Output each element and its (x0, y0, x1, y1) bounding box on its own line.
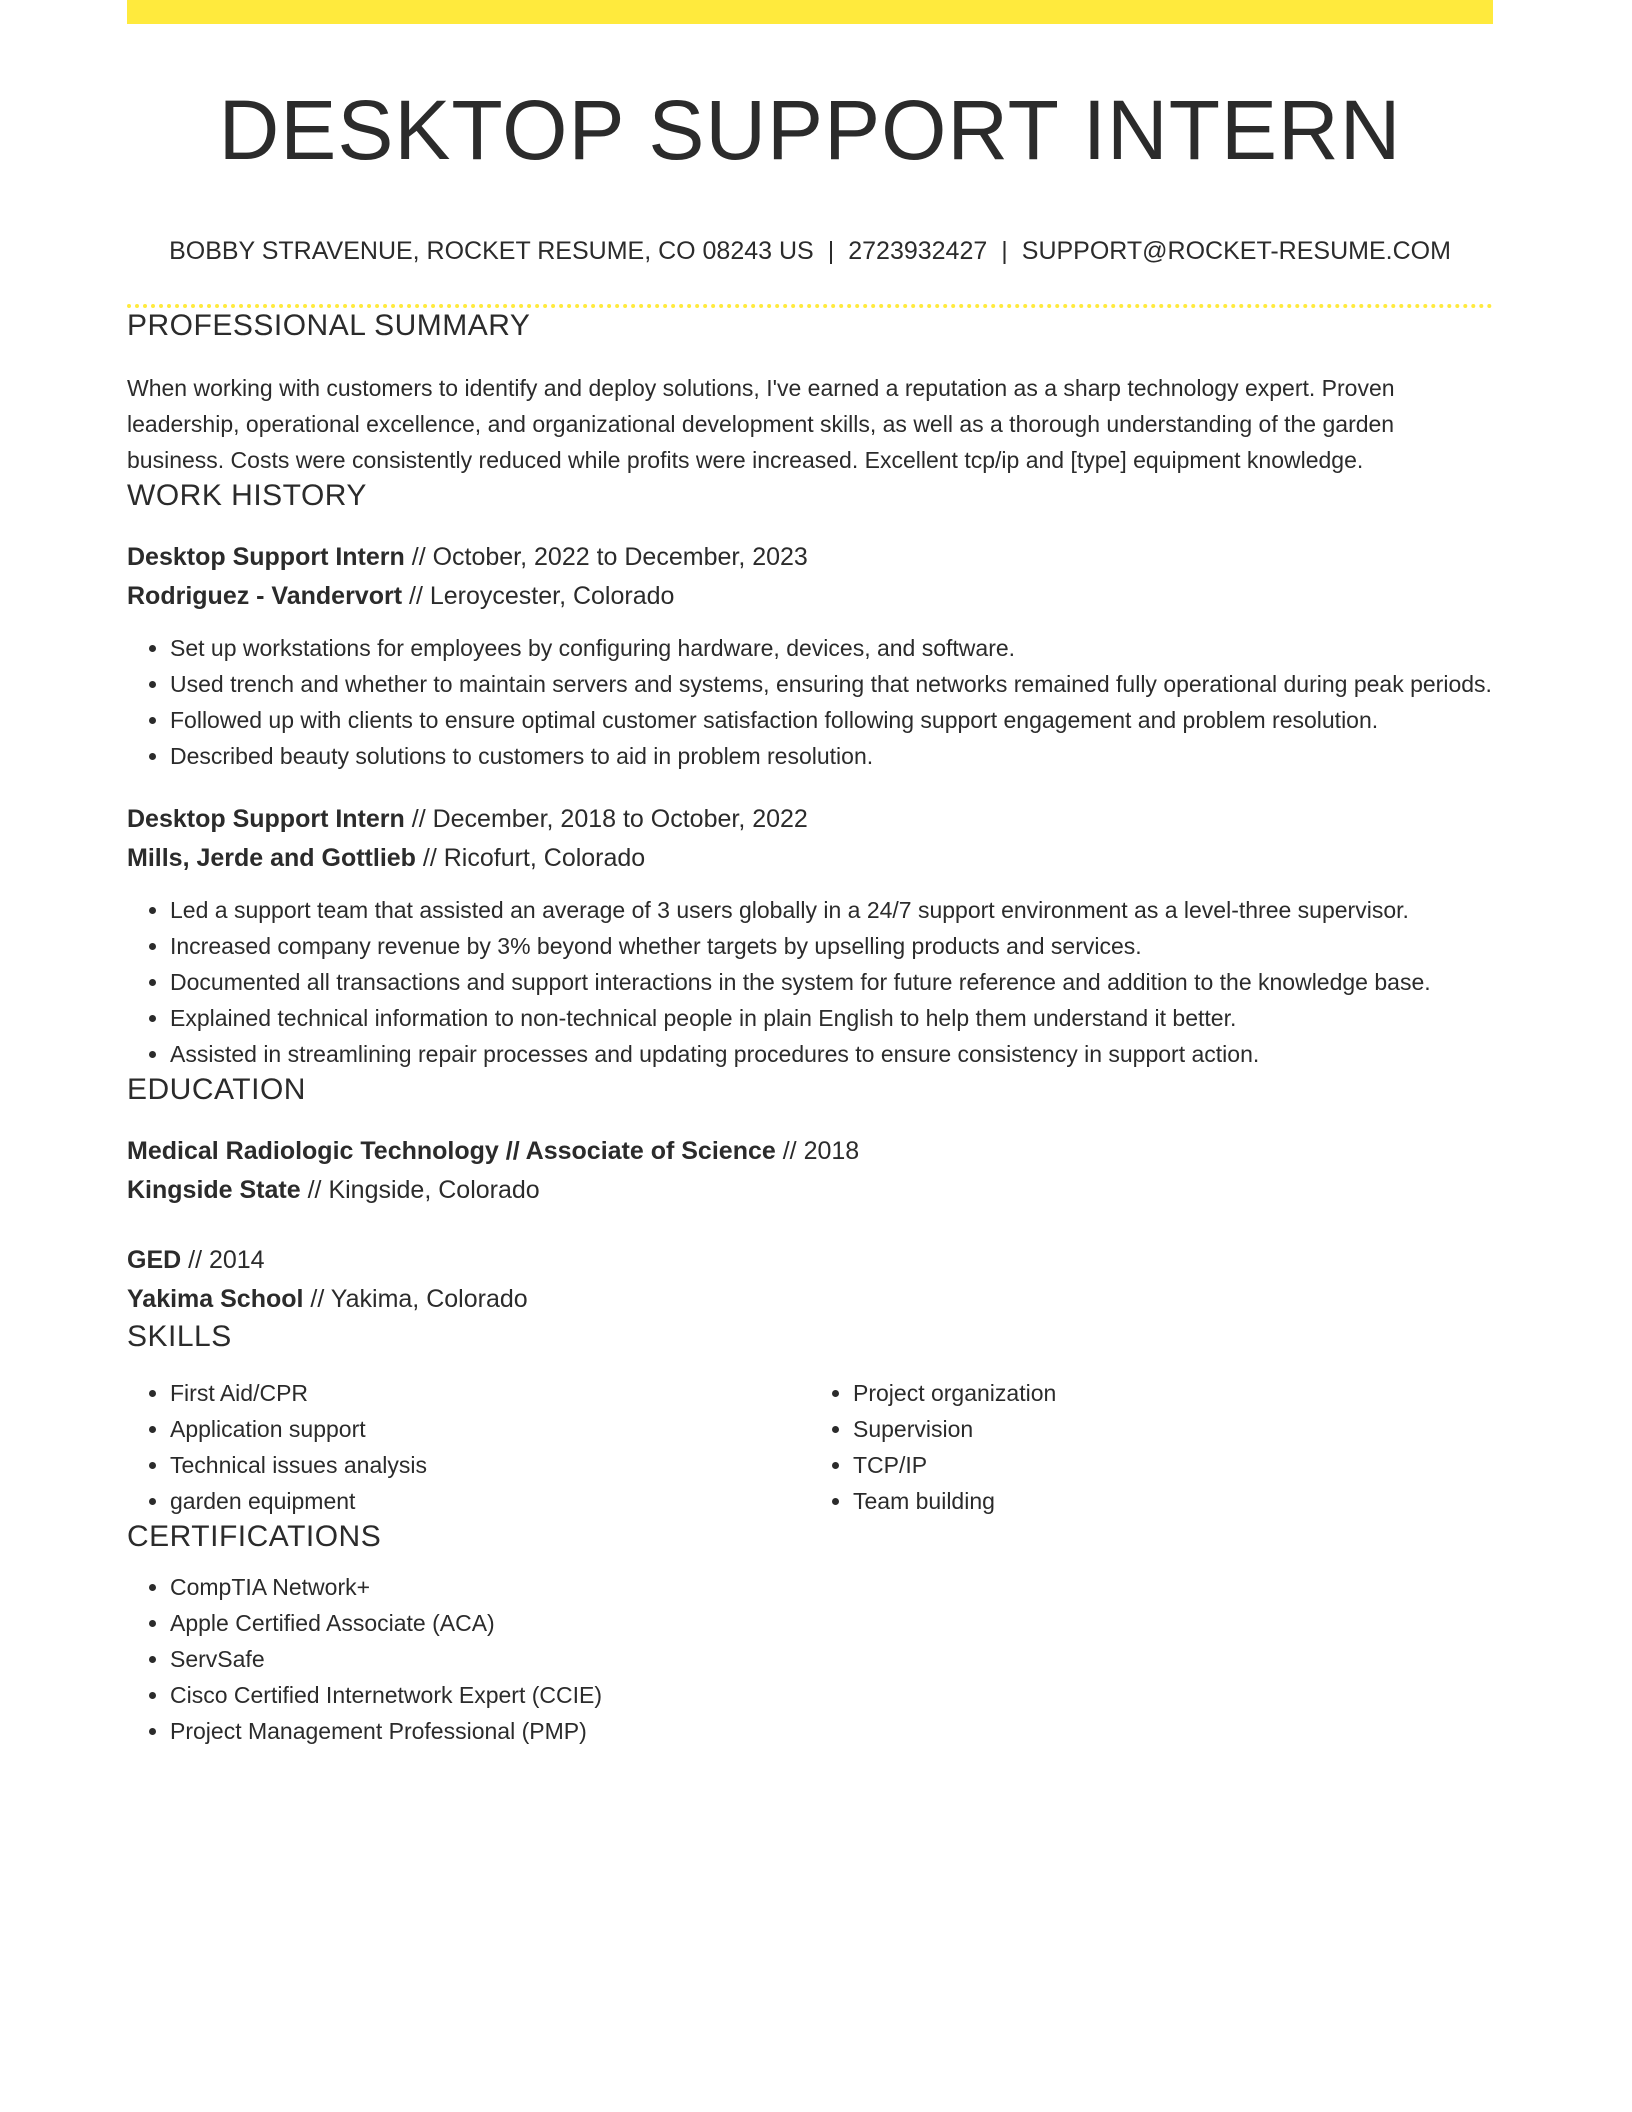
list-item: • Project organization (853, 1375, 1493, 1411)
accent-top-bar (127, 0, 1493, 24)
list-item: • Set up workstations for employees by configuring hardware, devices, and software. (170, 630, 1493, 666)
contact-email: SUPPORT@ROCKET-RESUME.COM (1021, 237, 1451, 266)
education-degree-line (127, 1241, 1493, 1280)
section-title-work-history: WORK HISTORY (127, 479, 367, 513)
education-school: Yakima School (127, 1285, 304, 1314)
list-item: • Team building (853, 1483, 1493, 1519)
list-item: • Led a support team that assisted an average of 3 users globally in a 24/7 support environment as a level-three supervisor. (170, 892, 1493, 928)
job-entry (127, 800, 1493, 1072)
education-school-line (127, 1171, 1493, 1210)
contact-address: BOBBY STRAVENUE, ROCKET RESUME, CO 08243 US (169, 237, 814, 266)
section-title-skills: SKILLS (127, 1320, 232, 1354)
job-company: Rodriguez - Vandervort (127, 582, 403, 611)
job-bullets (127, 630, 1493, 774)
candidate-title: DESKTOP SUPPORT INTERN (218, 83, 1402, 177)
education-location: // Kingside, Colorado (300, 1176, 540, 1205)
list-item: • Explained technical information to non-technical people in plain English to help them understand it better. (170, 1000, 1493, 1036)
job-role: Desktop Support Intern (127, 543, 405, 572)
education-location: // Yakima, Colorado (303, 1285, 528, 1314)
section-title-certifications: CERTIFICATIONS (127, 1520, 382, 1554)
job-location: // Leroycester, Colorado (402, 582, 675, 611)
list-item: • CompTIA Network+ (170, 1569, 1493, 1605)
section-title-summary: PROFESSIONAL SUMMARY (127, 309, 531, 343)
contact-line (127, 236, 1493, 266)
skills-column-left (127, 1375, 810, 1519)
contact-separator: | (1001, 237, 1008, 266)
contact-separator: | (827, 237, 835, 266)
list-item: • Cisco Certified Internetwork Expert (CCIE) (170, 1677, 1493, 1713)
list-item: • Apple Certified Associate (ACA) (170, 1605, 1493, 1641)
list-item: • Supervision (853, 1411, 1493, 1447)
list-item: • TCP/IP (853, 1447, 1493, 1483)
job-location: // Ricofurt, Colorado (415, 844, 646, 873)
job-role: Desktop Support Intern (127, 805, 405, 834)
job-company: Mills, Jerde and Gottlieb (127, 844, 416, 873)
education-degree: GED (127, 1246, 182, 1275)
job-entry (127, 538, 1493, 774)
job-dates: // October, 2022 to December, 2023 (404, 543, 808, 572)
list-item: • ServSafe (170, 1641, 1493, 1677)
education-entry (127, 1132, 1493, 1210)
job-company-line (127, 839, 1493, 878)
education-year: // 2014 (181, 1246, 265, 1275)
job-role-line (127, 800, 1493, 839)
education-school-line (127, 1280, 1493, 1319)
skills-column-right (810, 1375, 1493, 1519)
job-role-line (127, 538, 1493, 577)
education-year: // 2018 (775, 1137, 860, 1166)
education-school: Kingside State (127, 1176, 301, 1205)
list-item: • Increased company revenue by 3% beyond whether targets by upselling products and services. (170, 928, 1493, 964)
resume-page (127, 0, 1493, 1749)
summary-text: When working with customers to identify and deploy solutions, I've earned a reputation as a sharp technology expert. Proven leadership, operational excellence, and organizational development skills, as well as a thorough understanding of the garden business. Costs were consistently reduced while profits were increased. Excellent tcp/ip and [type] equipment knowledge. (127, 375, 1395, 474)
job-bullets (127, 892, 1493, 1072)
certifications-list (127, 1569, 1493, 1749)
contact-phone: 2723932427 (848, 237, 988, 266)
job-company-line (127, 577, 1493, 616)
education-degree-line (127, 1132, 1493, 1171)
section-title-education: EDUCATION (127, 1073, 306, 1107)
list-item: • Described beauty solutions to customers to aid in problem resolution. (170, 738, 1493, 774)
list-item: • Documented all transactions and support interactions in the system for future reference and addition to the knowledge base. (170, 964, 1493, 1000)
education-entry (127, 1241, 1493, 1319)
list-item: • Assisted in streamlining repair processes and updating procedures to ensure consistency in support action. (170, 1036, 1493, 1072)
list-item: • First Aid/CPR (170, 1375, 810, 1411)
education-degree: Medical Radiologic Technology // Associate of Science (127, 1137, 776, 1166)
list-item: • Used trench and whether to maintain servers and systems, ensuring that networks remained fully operational during peak periods. (170, 666, 1493, 702)
list-item: • Application support (170, 1411, 810, 1447)
list-item: • garden equipment (170, 1483, 810, 1519)
list-item: • Project Management Professional (PMP) (170, 1713, 1493, 1749)
list-item: • Followed up with clients to ensure optimal customer satisfaction following support engagement and problem resolution. (170, 702, 1493, 738)
job-dates: // December, 2018 to October, 2022 (404, 805, 808, 834)
list-item: • Technical issues analysis (170, 1447, 810, 1483)
skills-grid (127, 1375, 1493, 1519)
